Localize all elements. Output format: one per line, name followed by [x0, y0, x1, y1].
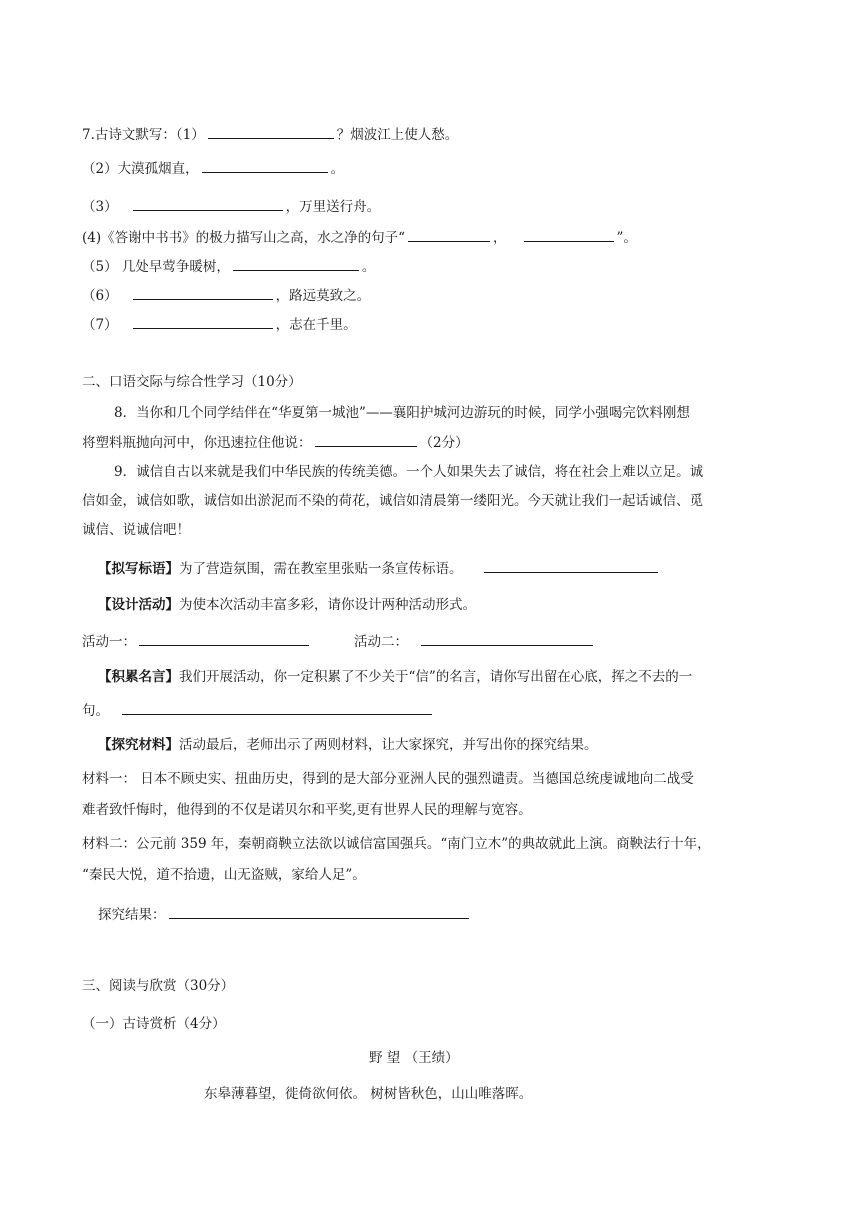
q7-7-prefix: （7） — [82, 317, 118, 333]
answer-blank[interactable] — [421, 631, 593, 646]
material-2-line-2: “秦民大悦，道不拾遗，山无盗贼，家给人足”。 — [82, 867, 366, 883]
answer-blank[interactable] — [122, 700, 432, 715]
q7-7-suffix: ，志在千里。 — [275, 317, 357, 333]
material-1-line-1: 材料一： 日本不顾史实、扭曲历史，得到的是大部分亚洲人民的强烈谴责。当德国总统虔诚地向二战受 — [82, 771, 694, 787]
q7-line-3 — [82, 196, 380, 217]
q7-1-suffix: ？烟波江上使人愁。 — [336, 127, 459, 143]
q7-line-4 — [82, 227, 637, 248]
answer-blank[interactable] — [169, 904, 469, 919]
answer-blank[interactable] — [315, 432, 417, 447]
quote-task-line-1 — [98, 667, 692, 687]
q7-4-suffix: ”。 — [616, 230, 637, 246]
section-2-heading: 二、口语交际与综合性学习（10分） — [82, 374, 302, 390]
q7-3-suffix: ，万里送行舟。 — [285, 199, 381, 215]
quote-tag: 【积累名言】 — [98, 669, 179, 685]
q7-6-prefix: （6） — [82, 288, 118, 304]
design-tag: 【设计活动】 — [98, 597, 179, 613]
q9-line-3: 诚信、说诚信吧！ — [82, 522, 190, 538]
slogan-tag: 【拟写标语】 — [98, 561, 179, 577]
q8-line-1: 8．当你和几个同学结伴在“华夏第一城池”——襄阳护城河边游玩的时候，同学小强喝完饮料刚想 — [114, 405, 690, 421]
explore-result — [98, 904, 472, 925]
q7-4-separator: ， — [493, 230, 507, 246]
q7-line-1 — [82, 124, 458, 145]
q9-line-1: 9．诚信自古以来就是我们中华民族的传统美德。一个人如果失去了诚信，将在社会上难以立足。诚 — [114, 464, 704, 480]
section-3-heading: 三、阅读与欣赏（30分） — [82, 978, 235, 994]
answer-blank[interactable] — [202, 158, 328, 173]
activity-2-label: 活动二： — [354, 634, 408, 650]
q7-line-2 — [82, 158, 344, 179]
answer-blank[interactable] — [208, 124, 334, 139]
quote-text-end: 句。 — [82, 703, 109, 719]
answer-blank[interactable] — [524, 227, 614, 242]
material-2-line-1: 材料二：公元前 359 年，秦朝商鞅立法欲以诚信富国强兵。“南门立木”的典故就此上演。商鞅法行十年， — [82, 836, 711, 852]
slogan-task — [98, 558, 661, 579]
q7-2-suffix: 。 — [330, 161, 345, 177]
answer-blank[interactable] — [233, 256, 359, 271]
q7-line-6 — [82, 285, 370, 306]
quote-task-line-2 — [82, 700, 435, 721]
q7-line-5 — [82, 256, 375, 277]
explore-tag: 【探究材料】 — [98, 737, 179, 753]
subsection-heading: （一）古诗赏析（4分） — [82, 1016, 226, 1032]
activity-1 — [82, 631, 312, 652]
q7-3-prefix: （3） — [82, 199, 118, 215]
q7-5-suffix: 。 — [361, 259, 376, 275]
poem-title: 野 望 （王绩） — [369, 1050, 459, 1066]
explore-text: 活动最后，老师出示了两则材料，让大家探究，并写出你的探究结果。 — [179, 737, 598, 753]
q9-line-2: 信如金，诚信如歌，诚信如出淤泥而不染的荷花，诚信如清晨第一缕阳光。今天就让我们一起话诚信、觅 — [82, 493, 703, 509]
activity-1-label: 活动一： — [82, 634, 136, 650]
q7-line-7 — [82, 314, 357, 335]
design-task — [98, 595, 476, 615]
design-text: 为使本次活动丰富多彩，请你设计两种活动形式。 — [179, 597, 476, 613]
q7-5-prefix: （5） 几处早莺争暖树， — [82, 259, 230, 275]
q7-6-suffix: ，路远莫致之。 — [275, 288, 371, 304]
poem-line-1: 东皋薄暮望，徙倚欲何依。 树树皆秋色，山山唯落晖。 — [204, 1086, 533, 1102]
quote-text: 我们开展活动，你一定积累了不少关于“信”的名言，请你写出留在心底，挥之不去的一 — [179, 669, 693, 685]
q8-prefix: 将塑料瓶抛向河中，你迅速拉住他说： — [82, 435, 312, 451]
answer-blank[interactable] — [408, 227, 490, 242]
answer-blank[interactable] — [139, 631, 309, 646]
result-label: 探究结果： — [98, 907, 166, 923]
activity-2 — [354, 631, 596, 652]
q8-points: （2分） — [419, 435, 469, 451]
answer-blank[interactable] — [484, 558, 658, 573]
answer-blank[interactable] — [133, 196, 283, 211]
q8-line-2 — [82, 432, 469, 453]
answer-blank[interactable] — [133, 285, 273, 300]
slogan-text: 为了营造氛围，需在教室里张贴一条宣传标语。 — [179, 561, 463, 577]
q7-1-prefix: 7.古诗文默写：（1） — [82, 127, 205, 143]
material-1-line-2: 难者致忏悔时，他得到的不仅是诺贝尔和平奖,更有世界人民的理解与宽容。 — [82, 802, 532, 818]
explore-task — [98, 735, 598, 755]
q7-4-prefix: (4)《答谢中书书》的极力描写山之高，水之净的句子“ — [82, 230, 406, 246]
answer-blank[interactable] — [133, 314, 273, 329]
q7-2-prefix: （2）大漠孤烟直， — [82, 161, 199, 177]
